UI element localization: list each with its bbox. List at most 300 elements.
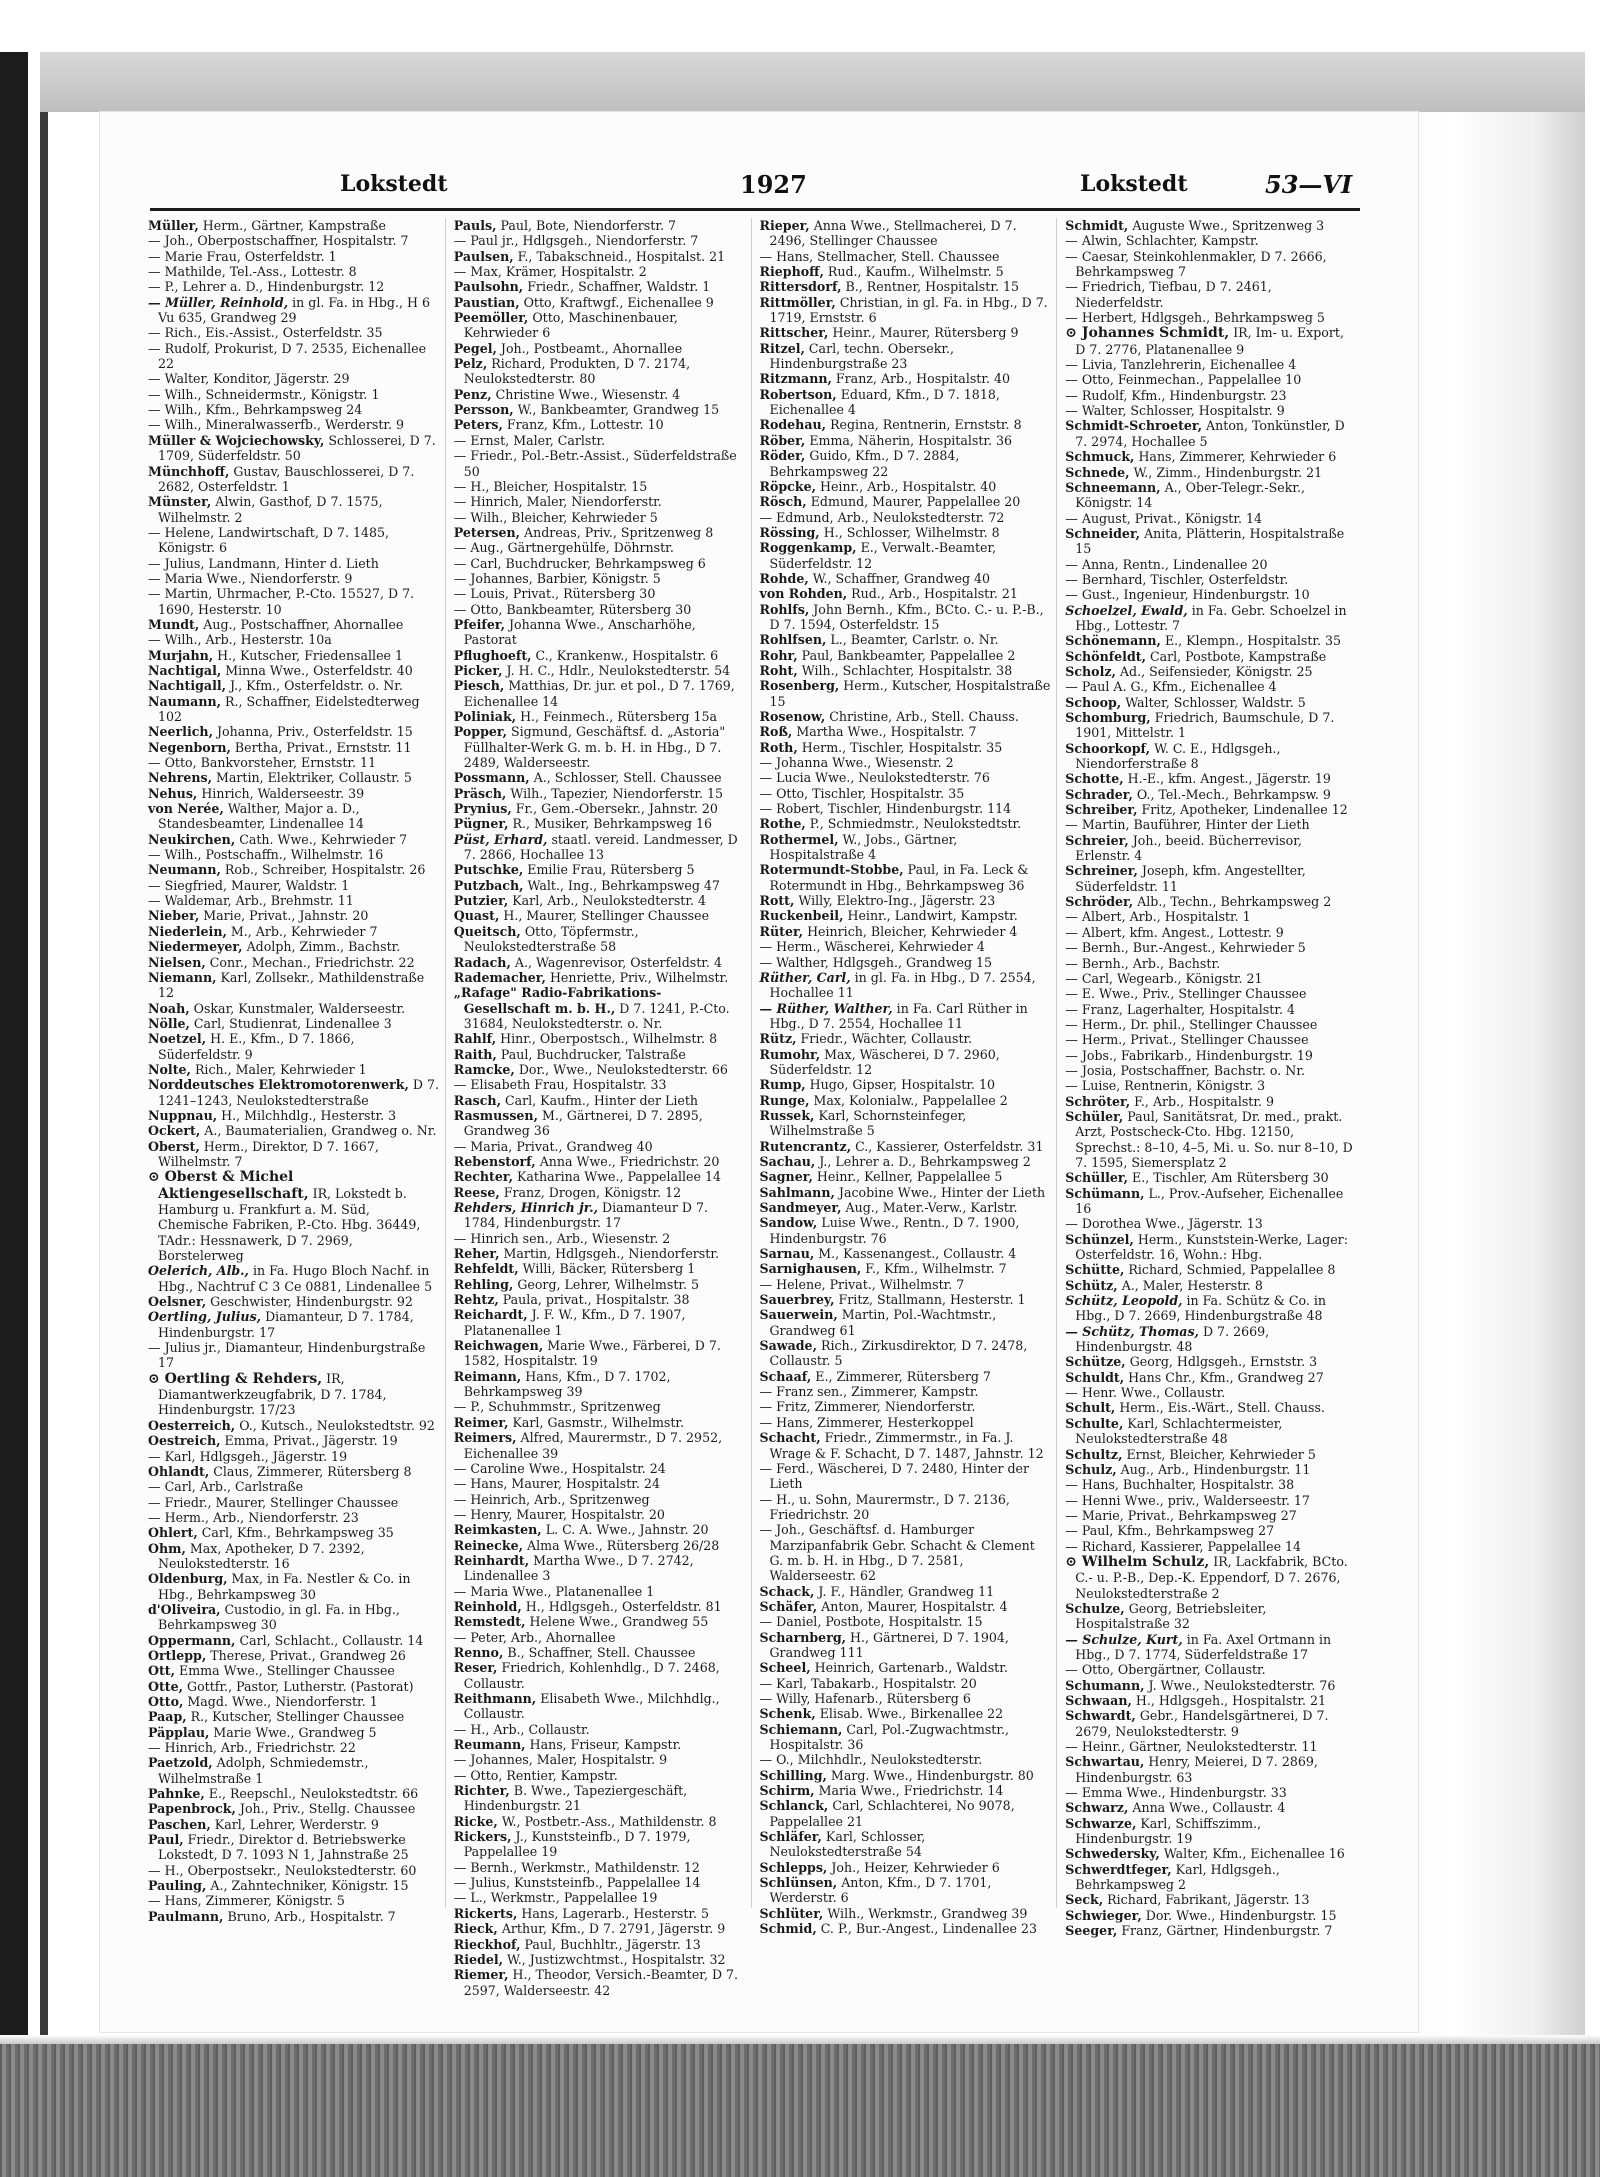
entry-details: Joh., Heizer, Kehrwieder 6 <box>831 1859 1000 1875</box>
entry-details: W., Bankbeamter, Grandweg 15 <box>517 402 720 418</box>
entry-details: R., Kutscher, Stellinger Chaussee <box>190 1709 405 1725</box>
entry-details: Ernst, Bleicher, Kehrwieder 5 <box>1126 1446 1316 1462</box>
directory-entry <box>454 433 747 448</box>
entry-name: Queitsch, <box>453 923 521 939</box>
entry-name: Ohlandt, <box>148 1463 210 1479</box>
entry-details: Friedr., Direktor d. Betriebswerke Lokstedt, D 7. 1093 N 1, Jahnstraße 25 <box>158 1832 409 1863</box>
entry-details: — Edmund, Arb., Neulokstedterstr. 72 <box>759 509 1005 525</box>
entry-details: — Bernh., Bur.-Angest., Kehrwieder 5 <box>1065 940 1306 956</box>
entry-name: Rohde, <box>759 570 809 586</box>
directory-entry <box>454 724 747 770</box>
directory-entry <box>148 648 441 663</box>
entry-details: Herm., Direktor, D 7. 1667, Wilhelmstr. 7 <box>158 1138 379 1169</box>
directory-entry <box>454 1538 747 1553</box>
entry-name: Ohlert, <box>148 1525 198 1541</box>
entry-name: Schulze, <box>1065 1600 1125 1616</box>
entry-name: Russek, <box>759 1107 815 1123</box>
directory-entry <box>1065 1262 1358 1277</box>
directory-entry <box>454 279 747 294</box>
directory-entry <box>1065 833 1358 864</box>
directory-entry <box>148 1169 441 1263</box>
entry-details: in gl. Fa. in Hbg., D 7. 2554, Hochallee 11 <box>769 969 1036 1001</box>
entry-name: Mundt, <box>148 616 200 632</box>
entry-name: Peemöller, <box>453 310 529 326</box>
entry-name: Peters, <box>453 417 503 433</box>
directory-entry <box>148 770 441 785</box>
entry-name: ⊙ Oertling & Rehders, <box>148 1370 323 1387</box>
entry-details: Hans, Lagerarb., Hesterstr. 5 <box>521 1905 710 1921</box>
entry-details: B., Schaffner, Stell. Chaussee <box>507 1644 696 1660</box>
entry-details: H.-E., kfm. Angest., Jägerstr. 19 <box>1127 771 1331 787</box>
entry-details: A., Ober-Telegr.-Sekr., Königstr. 14 <box>1075 479 1305 511</box>
directory-entry <box>148 832 441 847</box>
directory-entry <box>1065 1923 1358 1938</box>
directory-entry <box>1065 1324 1358 1355</box>
entry-name: Paustian, <box>453 294 520 310</box>
directory-entry <box>148 1863 441 1878</box>
entry-details: — Heinr., Gärtner, Neulokstedterstr. 11 <box>1065 1739 1318 1755</box>
directory-entry <box>148 371 441 386</box>
entry-details: Georg, Lehrer, Wilhelmstr. 5 <box>517 1276 700 1292</box>
directory-entry <box>148 847 441 862</box>
entry-details: — Wilh., Postschaffn., Wilhelmstr. 16 <box>148 847 384 863</box>
entry-name: Ott, <box>148 1663 175 1679</box>
directory-entry <box>148 1108 441 1123</box>
directory-entry <box>1065 587 1358 602</box>
entry-details: IR, Diamantwerkzeugfabrik, D 7. 1784, Hindenburgstr. 17/23 <box>158 1370 387 1418</box>
entry-name: Noah, <box>148 1000 190 1016</box>
entry-details: — Friedrich, Tiefbau, D 7. 2461, Niederfeldstr. <box>1065 279 1272 310</box>
entry-details: Karl, Gasmstr., Wilhelmstr. <box>512 1414 685 1430</box>
entry-details: Walter, Kfm., Eichenallee 16 <box>1163 1846 1345 1862</box>
entry-details: Max, Kolonialw., Pappelallee 2 <box>813 1092 1008 1108</box>
entry-name: Paul, <box>148 1832 184 1848</box>
directory-entry <box>148 249 441 264</box>
entry-details: — Ernst, Maler, Carlstr. <box>453 432 606 448</box>
entry-name: — Müller, Reinhold, <box>148 294 289 310</box>
directory-entry <box>454 893 747 908</box>
entry-details: Christian, in gl. Fa. in Hbg., D 7. 1719, Ernststr. 6 <box>769 294 1048 326</box>
directory-entry <box>760 341 1053 372</box>
entry-details: — Paul A. G., Kfm., Eichenallee 4 <box>1065 679 1277 695</box>
directory-entry <box>1065 1739 1358 1754</box>
entry-details: — Josia, Postschaffner, Bachstr. o. Nr. <box>1065 1062 1305 1078</box>
entry-details: — Fritz, Zimmerer, Niendorferstr. <box>759 1399 976 1415</box>
entry-name: Riemer, <box>453 1967 509 1983</box>
directory-entry <box>760 417 1053 432</box>
entry-details: H., Feinmech., Rütersberg 15a <box>520 709 718 724</box>
directory-entry <box>454 1200 747 1231</box>
directory-entry <box>454 1890 747 1905</box>
entry-details: Heinr., Landwirt, Kampstr. <box>847 908 1018 924</box>
directory-entry <box>454 402 747 417</box>
entry-name: Röder, <box>759 448 806 464</box>
entry-name: Schütz, Leopold, <box>1065 1293 1183 1309</box>
entry-details: — Friedr., Pol.-Betr.-Assist., Süderfeldstraße 50 <box>453 448 737 479</box>
directory-entry <box>148 1139 441 1170</box>
directory-entry <box>454 218 747 233</box>
directory-entry <box>1065 695 1358 710</box>
directory-entry <box>1065 1078 1358 1093</box>
entry-name: Rodehau, <box>759 417 827 433</box>
directory-entry <box>1065 1846 1358 1861</box>
entry-details: — Otto, Bankbeamter, Rütersberg 30 <box>453 601 692 617</box>
entry-name: Schröder, <box>1065 894 1134 910</box>
directory-entry <box>760 1031 1053 1046</box>
entry-details: — Gust., Ingenieur, Hindenburgstr. 10 <box>1065 587 1310 603</box>
entry-name: Rieper, <box>759 218 810 233</box>
directory-entry <box>760 448 1053 479</box>
directory-entry <box>454 1169 747 1184</box>
entry-name: Schuldt, <box>1065 1369 1125 1385</box>
entry-details: C., Krankenw., Hospitalstr. 6 <box>535 647 719 663</box>
entry-name: Röber, <box>759 432 806 448</box>
directory-entry <box>1065 1462 1358 1477</box>
directory-entry <box>148 295 441 326</box>
directory-entry <box>1065 1278 1358 1293</box>
directory-entry <box>1065 817 1358 832</box>
directory-entry <box>454 770 747 785</box>
directory-entry <box>1065 1523 1358 1538</box>
entry-name: Pegel, <box>453 340 497 356</box>
entry-details: — Richard, Kassierer, Pappelallee 14 <box>1065 1538 1302 1554</box>
entry-details: Heinrich, Gartenarb., Waldstr. <box>814 1660 1008 1676</box>
directory-entry <box>148 417 441 432</box>
entry-name: Schwedersky, <box>1065 1846 1160 1862</box>
entry-details: — Herm., Wäscherei, Kehrwieder 4 <box>759 939 985 955</box>
directory-entry <box>148 1464 441 1479</box>
directory-entry <box>760 1660 1053 1675</box>
entry-details: Max, Apotheker, D 7. 2392, Neulokstedterstr. 16 <box>158 1540 365 1571</box>
entry-name: Sachau, <box>759 1153 816 1169</box>
entry-details: Bruno, Arb., Hospitalstr. 7 <box>227 1908 396 1924</box>
entry-details: — Joh., Oberpostschaffner, Hospitalstr. 7 <box>148 233 409 249</box>
entry-name: ⊙ Wilhelm Schulz, <box>1065 1553 1210 1570</box>
entry-name: Rickerts, <box>453 1905 518 1921</box>
directory-entry <box>760 1307 1053 1338</box>
entry-details: A., Zahntechniker, Königstr. 15 <box>210 1878 409 1894</box>
entry-name: Schütze, <box>1065 1354 1126 1370</box>
directory-entry <box>1065 787 1358 802</box>
entry-name: Schreiner, <box>1065 863 1138 879</box>
directory-entry <box>454 1307 747 1338</box>
entry-details: Franz, Arb., Hospitalstr. 40 <box>835 371 1011 387</box>
directory-entry <box>454 1154 747 1169</box>
entry-details: Aug., Postschaffner, Ahornallee <box>203 616 404 632</box>
directory-entry <box>760 816 1053 831</box>
entry-name: Putzbach, <box>453 877 524 893</box>
directory-entry <box>760 1001 1053 1032</box>
entry-details: — Marie Frau, Osterfeldstr. 1 <box>148 248 337 264</box>
directory-entry <box>760 1169 1053 1184</box>
entry-details: — Carl, Arb., Carlstraße <box>148 1479 304 1495</box>
entry-name: Nieber, <box>148 908 200 924</box>
page-header <box>150 164 1418 204</box>
directory-entry <box>148 678 441 693</box>
entry-details: Jacobine Wwe., Hinter der Lieth <box>838 1184 1046 1200</box>
directory-entry <box>1065 372 1358 387</box>
directory-entry <box>1065 894 1358 909</box>
entry-details: F., Arb., Hospitalstr. 9 <box>1134 1093 1275 1109</box>
entry-details: — Johannes, Barbier, Königstr. 5 <box>453 570 661 586</box>
directory-entry <box>1065 1170 1358 1185</box>
entry-name: Münchhoff, <box>148 463 230 479</box>
entry-name: Schenk, <box>759 1706 816 1722</box>
directory-entry <box>760 893 1053 908</box>
directory-entry <box>760 1215 1053 1246</box>
directory-entry <box>1065 633 1358 648</box>
entry-details: Max, in Fa. Nestler & Co. in Hbg., Behrkampsweg 30 <box>158 1571 411 1602</box>
directory-entry <box>760 939 1053 954</box>
entry-details: D 7. 2669, Hindenburgstr. 48 <box>1075 1323 1270 1355</box>
entry-details: Friedrich, Baumschule, D 7. 1901, Mittelstr. 1 <box>1075 710 1335 741</box>
directory-entry <box>454 1630 747 1645</box>
entry-name: Schäfer, <box>759 1598 818 1614</box>
entry-name: Rebenstorf, <box>453 1153 536 1169</box>
entry-details: — Johannes, Maler, Hospitalstr. 9 <box>453 1752 668 1768</box>
directory-entry <box>454 341 747 356</box>
directory-entry <box>760 371 1053 386</box>
directory-entry <box>760 786 1053 801</box>
entry-details: Cath. Wwe., Kehrwieder 7 <box>239 831 408 847</box>
entry-name: Rittersdorf, <box>759 279 842 295</box>
entry-details: — Julius jr., Diamanteur, Hindenburgstraße 17 <box>148 1340 426 1371</box>
entry-name: Sandow, <box>759 1215 818 1231</box>
entry-details: — Bernhard, Tischler, Osterfeldstr. <box>1065 571 1289 587</box>
entry-name: Sauerbrey, <box>759 1292 835 1308</box>
directory-entry <box>454 249 747 264</box>
directory-entry <box>454 617 747 648</box>
entry-name: Roß, <box>759 724 793 740</box>
entry-name: Schwartau, <box>1065 1754 1145 1770</box>
directory-entry <box>1065 710 1358 741</box>
entry-details: Carl, Kfm., Behrkampsweg 35 <box>201 1525 394 1541</box>
entry-name: Schultz, <box>1065 1446 1123 1462</box>
entry-details: Paul, Buchhltr., Jägerstr. 13 <box>524 1936 701 1952</box>
entry-details: Elisab. Wwe., Birkenallee 22 <box>819 1706 1004 1722</box>
entry-details: — Hans, Buchhalter, Hospitalstr. 38 <box>1065 1477 1295 1493</box>
entry-details: Paul, Bankbeamter, Pappelallee 2 <box>801 647 1016 663</box>
entry-details: — Carl, Wegearb., Königstr. 21 <box>1065 970 1263 986</box>
directory-entry <box>148 786 441 801</box>
directory-entry <box>454 494 747 509</box>
entry-details: Matthias, Dr. jur. et pol., D 7. 1769, Eichenallee 14 <box>463 678 735 709</box>
directory-entry <box>1065 1908 1358 1923</box>
entry-name: Rump, <box>759 1077 806 1093</box>
entry-name: Schümann, <box>1065 1185 1145 1201</box>
entry-details: Otto, Töpfermstr., Neulokstedterstraße 58 <box>463 923 639 955</box>
entry-details: F., Kfm., Wilhelmstr. 7 <box>865 1261 1007 1277</box>
directory-entry <box>454 908 747 923</box>
entry-details: W., Schaffner, Grandweg 40 <box>812 570 991 586</box>
directory-entry <box>760 663 1053 678</box>
entry-name: Reichwagen, <box>453 1338 544 1354</box>
entry-name: Schumann, <box>1065 1677 1145 1693</box>
directory-entry <box>454 540 747 555</box>
directory-entry <box>1065 526 1358 557</box>
entry-details: Karl, Zollsekr., Mathildenstraße 12 <box>158 969 425 1001</box>
entry-details: — Hans, Zimmerer, Königstr. 5 <box>148 1893 345 1909</box>
directory-entry <box>1065 465 1358 480</box>
directory-entry <box>148 1479 441 1494</box>
entry-name: Schläfer, <box>759 1829 822 1845</box>
directory-entry <box>1065 802 1358 817</box>
directory-entry <box>760 1430 1053 1461</box>
column-3 <box>759 218 1058 1937</box>
entry-details: — Caesar, Steinkohlenmakler, D 7. 2666, Behrkampsweg 7 <box>1065 248 1327 280</box>
directory-entry <box>1065 218 1358 233</box>
entry-details: — P., Lehrer a. D., Hindenburgstr. 12 <box>148 279 385 295</box>
entry-details: Auguste Wwe., Spritzenweg 3 <box>1132 218 1325 233</box>
directory-entry <box>148 1679 441 1694</box>
entry-details: — Wilh., Schneidermstr., Königstr. 1 <box>148 386 380 402</box>
directory-entry <box>760 540 1053 571</box>
entry-name: Nuppnau, <box>148 1107 218 1123</box>
entry-details: in Fa. Carl Rüther in Hbg., D 7. 2554, Hochallee 11 <box>769 1000 1028 1031</box>
entry-name: Schmuck, <box>1065 449 1135 465</box>
entry-details: C., Kassierer, Osterfeldstr. 31 <box>855 1138 1044 1154</box>
directory-entry <box>148 1878 441 1893</box>
entry-details: in gl. Fa. in Hbg., H 6 Vu 635, Grandweg 29 <box>158 294 431 326</box>
directory-entry <box>454 1292 747 1307</box>
directory-entry <box>760 955 1053 970</box>
directory-entry <box>1065 909 1358 924</box>
entry-details: W. C. E., Hdlgsgeh., Niendorferstraße 8 <box>1075 740 1281 772</box>
directory-entry <box>760 1875 1053 1906</box>
entry-details: Geschwister, Hindenburgstr. 92 <box>210 1294 413 1310</box>
entry-details: Karl, Schornsteinfeger, Wilhelmstraße 5 <box>769 1107 967 1139</box>
directory-entry <box>454 1906 747 1921</box>
entry-details: R., Schaffner, Eidelstedterweg 102 <box>158 693 420 724</box>
directory-entry <box>1065 1554 1358 1601</box>
entry-details: Aug., Arb., Hindenburgstr. 11 <box>1120 1461 1311 1477</box>
entry-details: B. Wwe., Tapeziergeschäft, Hindenburgstr. 21 <box>463 1783 688 1814</box>
entry-name: Püst, Erhard, <box>453 831 548 847</box>
header-rule <box>150 208 1360 211</box>
entry-details: — Walter, Schlosser, Hospitalstr. 9 <box>1065 403 1285 419</box>
directory-entry <box>454 295 747 310</box>
entry-details: John Bernh., Kfm., BCto. C.- u. P.-B., D 7. 1594, Osterfeldstr. 15 <box>769 601 1044 632</box>
entry-details: Marie Wwe., Färberei, D 7. 1582, Hospitalstr. 19 <box>463 1338 721 1369</box>
directory-entry <box>148 1495 441 1510</box>
directory-entry <box>454 1108 747 1139</box>
directory-entry <box>148 740 441 755</box>
entry-details: — Hinrich sen., Arb., Wiesenstr. 2 <box>453 1230 671 1246</box>
entry-details: Carl, Schlachterei, No 9078, Pappelallee 21 <box>769 1798 1015 1829</box>
entry-details: A., Maler, Hesterstr. 8 <box>1121 1277 1263 1293</box>
directory-entry <box>148 1449 441 1464</box>
entry-details: Fr., Gem.-Obersekr., Jahnstr. 20 <box>515 801 718 817</box>
entry-details: — Caroline Wwe., Hospitalstr. 24 <box>453 1460 666 1476</box>
entry-details: Emma, Näherin, Hospitalstr. 36 <box>809 432 1013 448</box>
entry-details: Heinr., Kellner, Pappelallee 5 <box>816 1169 1003 1185</box>
entry-details: Martha Wwe., D 7. 2742, Lindenallee 3 <box>463 1552 694 1584</box>
entry-name: Päpplau, <box>148 1724 210 1740</box>
directory-entry <box>454 356 747 387</box>
entry-details: in Fa. Hugo Bloch Nachf. in Hbg., Nachtruf C 3 Ce 0881, Lindenallee 5 <box>158 1263 433 1294</box>
entry-details: — Otto, Bankvorsteher, Ernststr. 11 <box>148 755 377 771</box>
entry-details: Martin, Pol.-Wachtmstr., Grandweg 61 <box>769 1307 997 1338</box>
directory-entry <box>454 525 747 540</box>
entry-details: Dor. Wwe., Hindenburgstr. 15 <box>1145 1907 1337 1923</box>
directory-entry <box>454 955 747 970</box>
directory-entry <box>454 985 747 1031</box>
entry-details: — Herm., Dr. phil., Stellinger Chaussee <box>1065 1016 1318 1032</box>
entry-details: Carl, Postbote, Kampstraße <box>1149 648 1327 664</box>
entry-name: Oesterreich, <box>148 1417 236 1433</box>
entry-details: Anna Wwe., Collaustr. 4 <box>1132 1800 1286 1816</box>
entry-details: — Max, Krämer, Hospitalstr. 2 <box>453 264 647 280</box>
entry-name: Sawade, <box>759 1338 817 1354</box>
entry-details: IR, Lokstedt b. Hamburg u. Frankfurt a. M. Süd, Chemische Fabriken, P.-Cto. Hbg. 36449, TAdr.: Hessnawerk, D 7. 2969, Borstelerweg <box>158 1185 421 1264</box>
directory-entry <box>454 602 747 617</box>
entry-name: Rütz, <box>759 1031 797 1047</box>
entry-details: Paul, Buchdrucker, Talstraße <box>500 1046 686 1062</box>
directory-entry <box>148 264 441 279</box>
entry-name: Rutencrantz, <box>759 1138 852 1154</box>
entry-name: Reimann, <box>453 1368 522 1384</box>
entry-name: Scharnberg, <box>759 1629 847 1645</box>
entry-name: Nölle, <box>148 1015 190 1031</box>
scan-top-margin <box>40 52 1585 112</box>
entry-details: A., Baumaterialien, Grandweg o. Nr. <box>204 1123 437 1139</box>
directory-entry <box>454 1645 747 1660</box>
entry-details: — Wilh., Arb., Hesterstr. 10a <box>148 632 332 648</box>
directory-entry <box>760 1691 1053 1706</box>
directory-entry <box>760 770 1053 785</box>
entry-name: Roht, <box>759 662 798 678</box>
entry-details: Claus, Zimmerer, Rütersberg 8 <box>213 1463 412 1479</box>
directory-entry <box>1065 1862 1358 1893</box>
directory-entry <box>1065 1800 1358 1815</box>
entry-details: Katharina Wwe., Pappelallee 14 <box>517 1169 721 1185</box>
directory-entry <box>454 571 747 586</box>
directory-entry <box>760 1139 1053 1154</box>
entry-details: Therese, Privat., Grandweg 26 <box>210 1647 406 1663</box>
directory-entry <box>454 1660 747 1691</box>
entry-details: Johanna, Priv., Osterfeldstr. 15 <box>216 724 413 740</box>
entry-details: Karl, Schlachtermeister, Neulokstedterstraße 48 <box>1075 1415 1283 1447</box>
directory-entry <box>454 970 747 985</box>
entry-details: Heinr., Arb., Hospitalstr. 40 <box>819 478 997 494</box>
entry-name: Rehtz, <box>453 1292 499 1308</box>
directory-entry <box>454 648 747 663</box>
entry-details: — Daniel, Postbote, Hospitalstr. 15 <box>759 1614 983 1630</box>
directory-entry <box>454 586 747 601</box>
entry-name: Präsch, <box>453 785 507 801</box>
entry-details: — Elisabeth Frau, Hospitalstr. 33 <box>453 1077 667 1093</box>
entry-details: — O., Milchhdlr., Neulokstedterstr. <box>759 1752 983 1768</box>
entry-name: Roggenkamp, <box>759 540 857 556</box>
directory-entry <box>148 1294 441 1309</box>
entry-name: Schwieger, <box>1065 1907 1142 1923</box>
entry-details: Luise Wwe., Rentn., D 7. 1900, Hindenburgstr. 76 <box>769 1215 1020 1246</box>
entry-name: Rittscher, <box>759 325 829 341</box>
entry-name: Persson, <box>453 402 514 418</box>
entry-details: Anna Wwe., Friedrichstr. 20 <box>539 1153 720 1169</box>
entry-details: P., Schmiedmstr., Neulokstedtstr. <box>809 816 1022 832</box>
entry-name: Schönfeldt, <box>1065 648 1146 664</box>
directory-entry <box>454 1829 747 1860</box>
entry-details: — Rudolf, Prokurist, D 7. 2535, Eichenallee 22 <box>148 340 427 372</box>
entry-name: — Schütz, Thomas, <box>1065 1323 1199 1339</box>
entry-details: Hans Chr., Kfm., Grandweg 27 <box>1128 1369 1324 1385</box>
directory-entry <box>148 1510 441 1525</box>
entry-details: — Maria, Privat., Grandweg 40 <box>453 1138 653 1154</box>
entry-details: Oskar, Kunstmaler, Walderseestr. <box>193 1000 406 1016</box>
entry-name: Reimer, <box>453 1414 509 1430</box>
entry-name: Paap, <box>148 1709 187 1725</box>
